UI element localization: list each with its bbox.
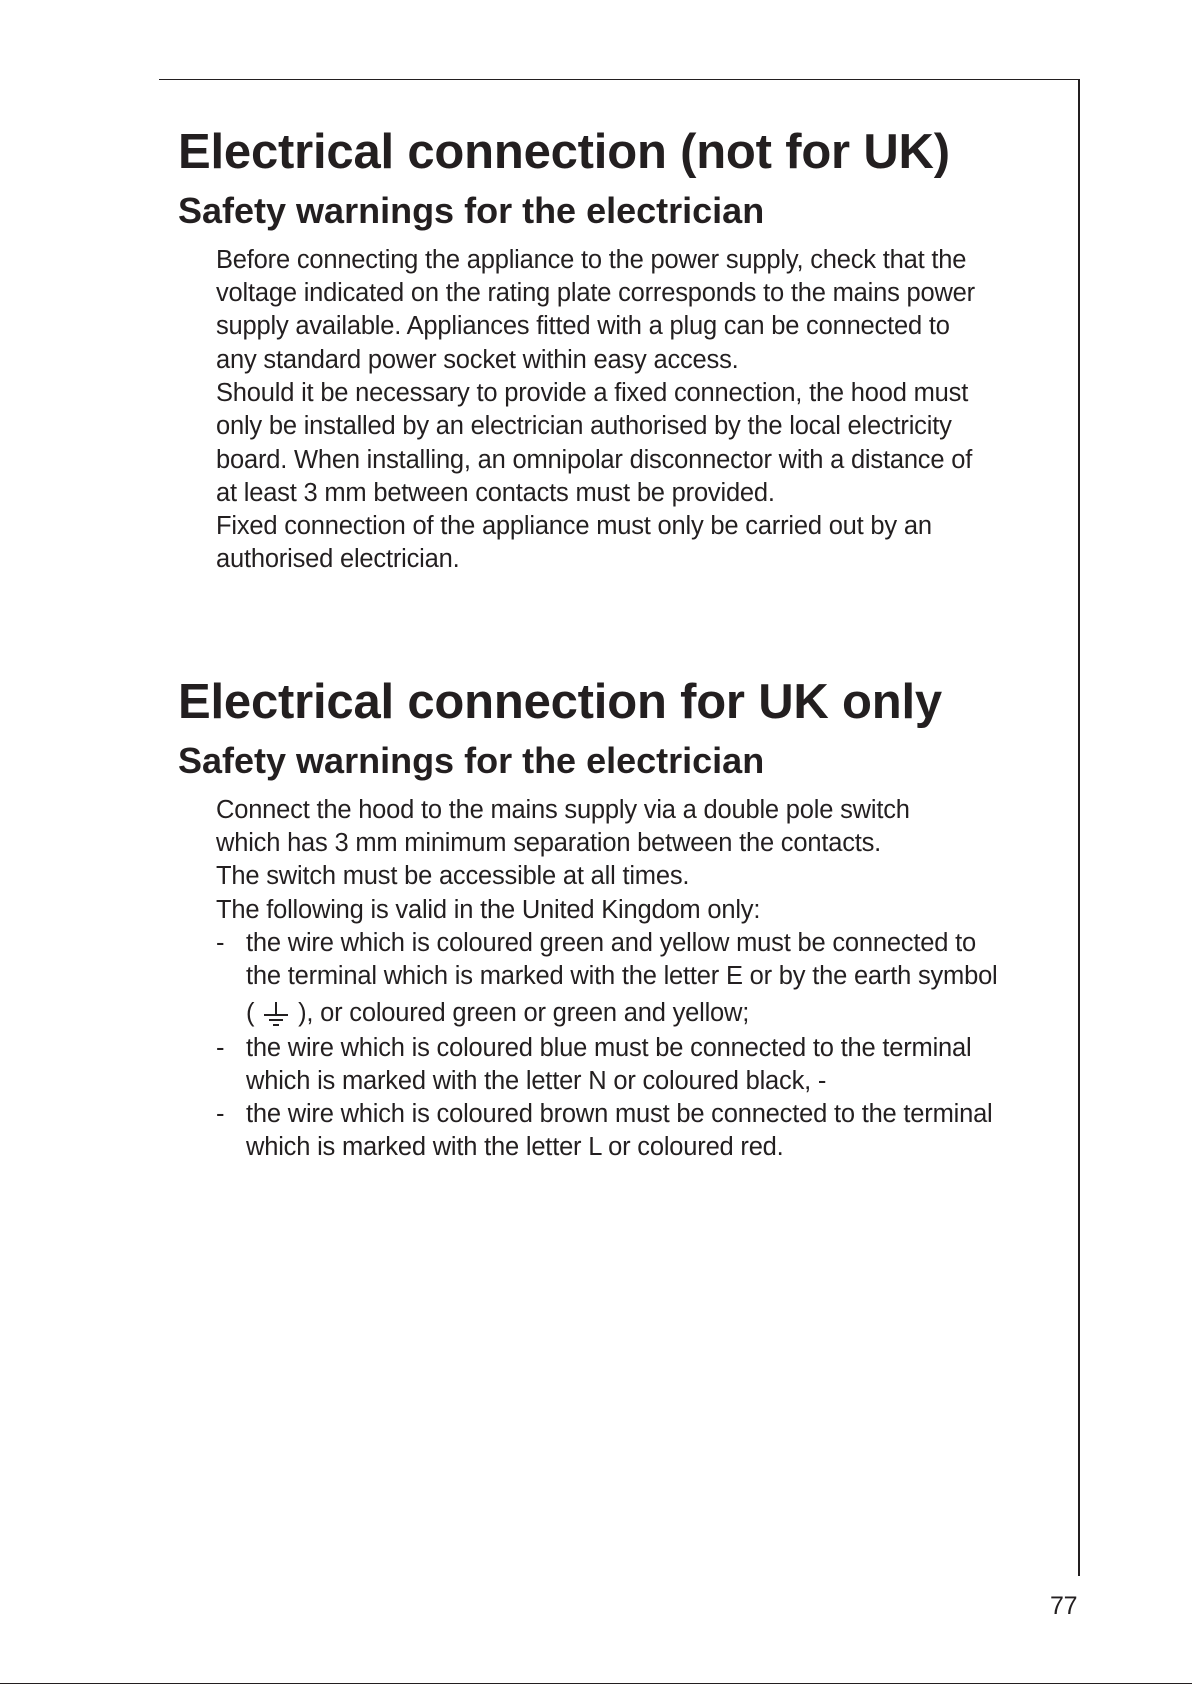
page-number: 77 bbox=[1050, 1592, 1078, 1620]
earth-ground-icon bbox=[261, 999, 291, 1029]
bottom-rule bbox=[0, 1683, 1192, 1684]
text-line: any standard power socket within easy access. bbox=[216, 345, 739, 374]
section-subtitle-not-uk: Safety warnings for the electrician bbox=[178, 190, 765, 232]
bullet-dash: - bbox=[216, 1100, 225, 1129]
text-line bbox=[246, 994, 1056, 1032]
list-item bbox=[216, 1032, 1056, 1099]
text-line: supply available. Appliances fitted with a plug can be connected to bbox=[216, 312, 950, 341]
text-line: the wire which is coloured green and yellow must be connected to bbox=[246, 928, 976, 957]
text-line: at least 3 mm between contacts must be provided. bbox=[216, 478, 775, 507]
text-line: authorised electrician. bbox=[216, 545, 460, 574]
text-fragment: ( bbox=[246, 998, 255, 1027]
right-margin-rule bbox=[1078, 79, 1080, 1576]
section-not-uk bbox=[178, 124, 1058, 577]
bullet-dash: - bbox=[216, 1033, 225, 1062]
text-line: Should it be necessary to provide a fixed connection, the hood must bbox=[216, 378, 969, 407]
list-item bbox=[216, 1098, 1056, 1165]
section-title-uk-only: Electrical connection for UK only bbox=[178, 675, 942, 729]
text-line: Before connecting the appliance to the power supply, check that the bbox=[216, 245, 967, 274]
top-rule bbox=[159, 79, 1080, 80]
list-item bbox=[216, 927, 1056, 1032]
text-line: Connect the hood to the mains supply via a double pole switch bbox=[216, 795, 910, 824]
bullet-dash: - bbox=[216, 928, 225, 957]
text-line: the terminal which is marked with the letter E or by the earth symbol bbox=[246, 962, 998, 991]
body-text-uk-only bbox=[216, 794, 1056, 1165]
text-line: the wire which is coloured blue must be connected to the terminal bbox=[246, 1033, 972, 1062]
text-line: which is marked with the letter N or coloured black, - bbox=[246, 1066, 827, 1095]
text-line: Fixed connection of the appliance must only be carried out by an bbox=[216, 512, 932, 541]
section-title-not-uk: Electrical connection (not for UK) bbox=[178, 125, 950, 179]
text-line: the wire which is coloured brown must be connected to the terminal bbox=[246, 1100, 993, 1129]
text-line: The switch must be accessible at all times. bbox=[216, 862, 690, 891]
text-line: The following is valid in the United Kingdom only: bbox=[216, 895, 761, 924]
text-line: board. When installing, an omnipolar disconnector with a distance of bbox=[216, 445, 973, 474]
section-uk-only bbox=[178, 674, 1058, 1165]
text-line: which has 3 mm minimum separation between the contacts. bbox=[216, 829, 882, 858]
section-subtitle-uk-only: Safety warnings for the electrician bbox=[178, 740, 765, 782]
text-line: which is marked with the letter L or coloured red. bbox=[246, 1133, 784, 1162]
text-line: voltage indicated on the rating plate corresponds to the mains power bbox=[216, 279, 975, 308]
text-fragment: ), or coloured green or green and yellow; bbox=[298, 998, 750, 1027]
body-text-not-uk bbox=[216, 244, 1056, 577]
text-line: only be installed by an electrician authorised by the local electricity bbox=[216, 412, 952, 441]
